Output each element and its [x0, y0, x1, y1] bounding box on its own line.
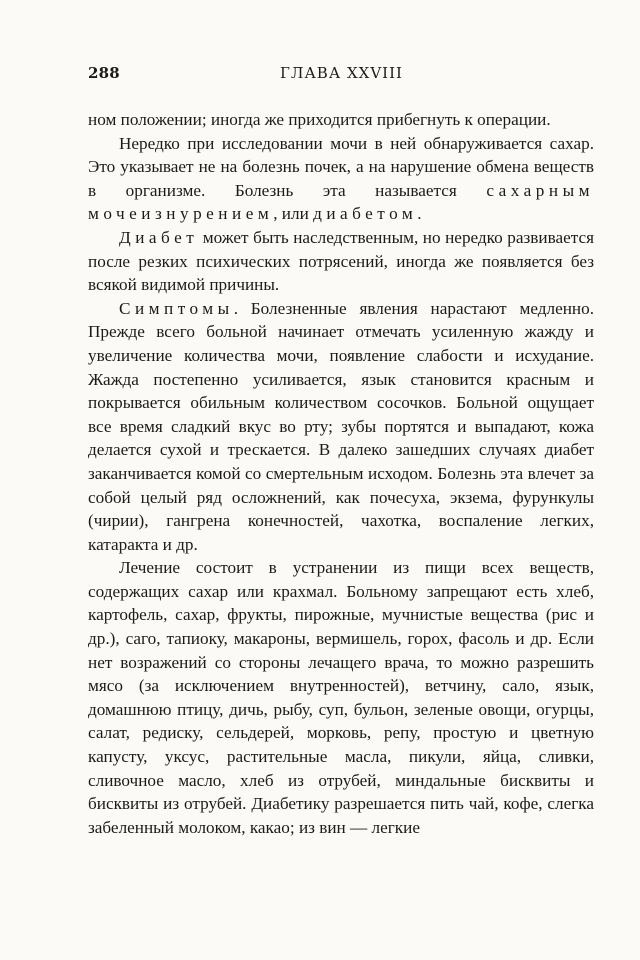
paragraph-continuation [88, 108, 594, 132]
paragraph-symptoms [88, 297, 594, 557]
paragraph-text: Лечение состоит в устранении из пищи всех веществ, содержащих сахар или крахмал. Больному запрещают есть хлеб, картофель, сахар, фрукты, пирожные, мучнистые вещества (рис и др.), саго, тапиоку, макароны, вермишель, горох, фасоль и др. Если нет возражений со стороны лечащего врача, то можно разрешить мясо (за исключением внутренностей), ветчину, сало, язык, домашнюю птицу, дичь, рыбу, суп, бульон, зеленые овощи, огурцы, салат, редиску, сельдерей, морковь, репу, простую и цветную капусту, уксус, растительные масла, пикули, яйца, сливки, сливочное масло, хлеб из отрубей, миндальные бисквиты и бисквиты из отрубей. Диабетику разрешается пить чай, кофе, слегка забеленный молоком, какао; из вин — легкие [88, 558, 594, 837]
paragraph-treatment [88, 556, 594, 839]
paragraph-text: может быть наследственным, но нередко развивается после резких психических потрясений, иногда же появляется без всякой видимой причины. [88, 227, 594, 295]
paragraph-diabetes-intro [88, 132, 594, 226]
chapter-heading: ГЛАВА XXVIII [280, 64, 403, 82]
section-label-symptoms: Симптомы [119, 298, 234, 318]
body-text [88, 108, 594, 839]
paragraph-text: , или [273, 204, 314, 224]
paragraph-text: Нередко при исследовании мочи в ней обнаруживается сахар. Это указывает не на болезнь почек, а на нарушение обмена веществ в организме. Болезнь эта называется [88, 133, 594, 200]
paragraph-text: ном положении; иногда же приходится прибегнуть к операции. [88, 110, 551, 129]
spaced-term: Диабет [119, 227, 199, 247]
paragraph-text: . [417, 204, 422, 224]
paragraph-heredity [88, 226, 594, 297]
spaced-term: сахарным мочеизнурением [88, 180, 594, 224]
paragraph-text: . Болезненные явления нарастают медленно. Прежде всего больной начинает отмечать усиленную жажду и увеличение количества мочи, появление слабости и исхудание. Жажда постепенно усиливается, язык становится красным и покрывается обильным количеством сосочков. Больной ощущает все время сладкий вкус во рту; зубы портятся и выпадают, кожа делается сухой и трескается. В далеко зашедших случаях диабет заканчивается комой со смертельным исходом. Болезнь эта влечет за собой целый ряд осложнений, как почесуха, экзема, фурункулы (чирии), гангрена конечностей, чахотка, воспаление легких, катаракта и др. [88, 298, 594, 554]
spaced-term: диабетом [313, 204, 418, 224]
page-number: 288 [88, 64, 120, 82]
page-header [88, 64, 594, 88]
